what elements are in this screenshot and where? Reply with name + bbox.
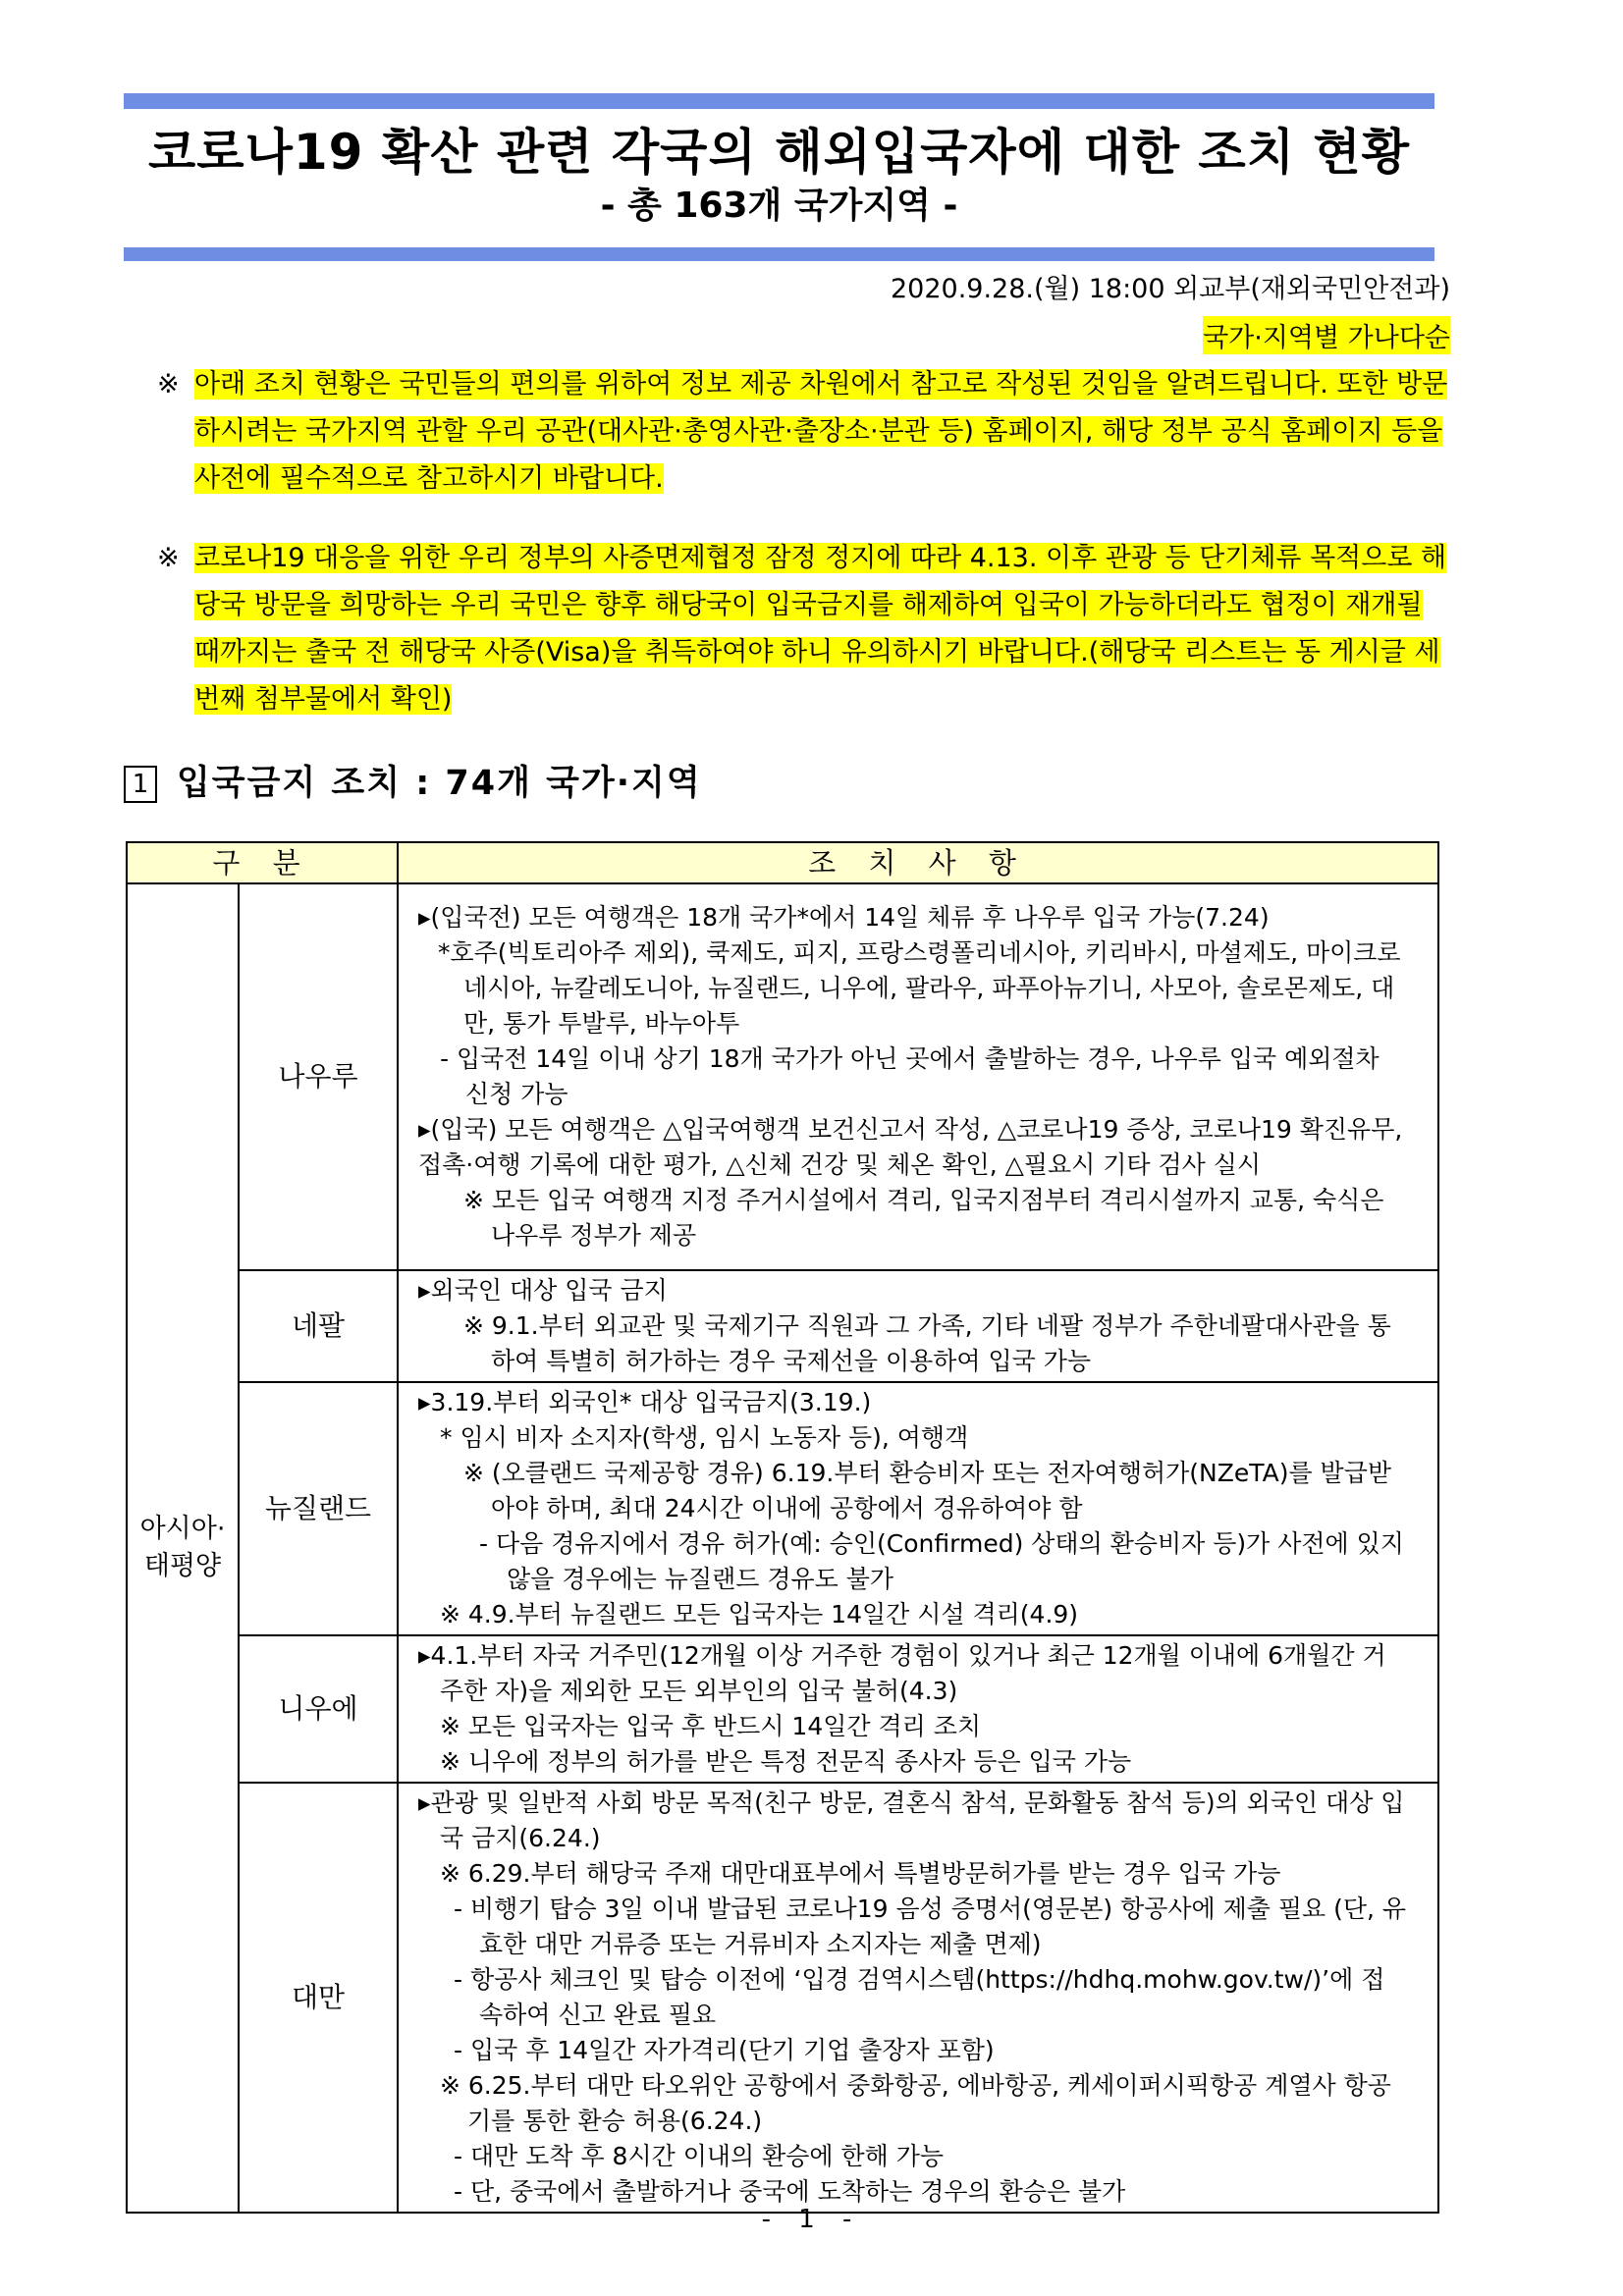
country-niue: 니우에 [239, 1635, 398, 1783]
document-title: 코로나19 확산 관련 각국의 해외입국자에 대한 조치 현황 [147, 124, 1411, 181]
measures-taiwan [398, 1783, 1438, 2213]
measures-nepal [398, 1270, 1438, 1382]
measure-line: ▸관광 및 일반적 사회 방문 목적(친구 방문, 결혼식 참석, 문화활동 참석 등)의 외국인 대상 입국 금지(6.24.) [418, 1789, 1405, 1852]
measure-line: *호주(빅토리아주 제외), 쿡제도, 피지, 프랑스령폴리네시아, 키리바시, 마셜제도, 마이크로네시아, 뉴칼레도니아, 뉴질랜드, 니우에, 팔라우, 파푸아뉴기니, 사모아, 솔로몬제도, 대만, 통가 투발루, 바누아투 [438, 938, 1401, 1038]
header-measures: 조 치 사 항 [398, 842, 1438, 883]
region-cell [127, 883, 239, 2213]
measure-line: ※ 6.29.부터 해당국 주재 대만대표부에서 특별방문허가를 받는 경우 입국 가능 [440, 1859, 1281, 1888]
measure-line: * 임시 비자 소지자(학생, 임시 노동자 등), 여행객 [440, 1423, 969, 1452]
notice-1 [157, 361, 1449, 503]
measure-line: ※ 6.25.부터 대만 타오위안 공항에서 중화항공, 에바항공, 케세이퍼시픽항공 계열사 항공기를 통한 환승 허용(6.24.) [440, 2071, 1391, 2135]
measure-line: ※ 모든 입국 여행객 지정 주거시설에서 격리, 입국지점부터 격리시설까지 교통, 숙식은 나우루 정부가 제공 [463, 1186, 1384, 1250]
dateline: 2020.9.28.(월) 18:00 외교부(재외국민안전과) [890, 274, 1450, 304]
measures-niue [398, 1635, 1438, 1783]
measure-line: ▸3.19.부터 외국인* 대상 입국금지(3.19.) [418, 1388, 872, 1416]
notice-2 [157, 535, 1449, 723]
measure-line: ※ (오클랜드 국제공항 경유) 6.19.부터 환승비자 또는 전자여행허가(NZeTA)를 발급받아야 하며, 최대 24시간 이내에 공항에서 경유하여야 함 [463, 1459, 1391, 1522]
top-rule [124, 93, 1434, 109]
document-subtitle: - 총 163개 국가지역 - [600, 186, 958, 226]
reference-mark: ※ [157, 543, 180, 573]
measure-line: - 비행기 탑승 3일 이내 발급된 코로나19 음성 증명서(영문본) 항공사에 제출 필요 (단, 유효한 대만 거류증 또는 거류비자 소지자는 제출 면제) [454, 1895, 1407, 1958]
measure-line: ※ 9.1.부터 외교관 및 국제기구 직원과 그 가족, 기타 네팔 정부가 주한네팔대사관을 통하여 특별히 허가하는 경우 국제선을 이용하여 입국 가능 [463, 1311, 1391, 1375]
reference-mark: ※ [157, 369, 180, 400]
section-number: 1 [124, 766, 157, 803]
region-label: 아시아· 태평양 [139, 1514, 226, 1581]
measure-line: - 대만 도착 후 8시간 이내의 환승에 한해 가능 [454, 2142, 945, 2170]
country-nauru: 나우루 [239, 883, 398, 1270]
measure-line: - 항공사 체크인 및 탑승 이전에 ‘입경 검역시스템(https://hdhq.mohw.gov.tw/)’에 접속하여 신고 완료 필요 [454, 1965, 1385, 2029]
header-category: 구 분 [127, 842, 398, 883]
bottom-rule [124, 247, 1434, 261]
notice-1-text: 아래 조치 현황은 국민들의 편의를 위하여 정보 제공 차원에서 참고로 작성된 것임을 알려드립니다. 또한 방문하시려는 국가지역 관할 우리 공관(대사관·총영사관·출장소·분관 등) 홈페이지, 해당 정부 공식 홈페이지 등을 사전에 필수적으로 참고하시기 바랍니다. [194, 369, 1448, 494]
country-new-zealand: 뉴질랜드 [239, 1382, 398, 1635]
country-nepal: 네팔 [239, 1270, 398, 1382]
measure-line: - 입국 후 14일간 자가격리(단기 기업 출장자 포함) [454, 2036, 995, 2064]
section-heading [124, 756, 702, 805]
notice-2-text: 코로나19 대응을 위한 우리 정부의 사증면제협정 잠정 정지에 따라 4.13. 이후 관광 등 단기체류 목적으로 해당국 방문을 희망하는 우리 국민은 향후 해당국이 입국금지를 해제하여 입국이 가능하더라도 협정이 재개될 때까지는 출국 전 해당국 사증(Visa)을 취득하여야 하니 유의하시기 바랍니다.(해당국 리스트는 동 게시글 세 번째 첨부물에서 확인) [194, 543, 1447, 715]
measures-nauru [398, 883, 1438, 1270]
measure-line: ※ 모든 입국자는 입국 후 반드시 14일간 격리 조치 [440, 1712, 982, 1740]
measure-line: - 다음 경유지에서 경유 허가(예: 승인(Confirmed) 상태의 환승비자 등)가 사전에 있지 않을 경우에는 뉴질랜드 경유도 불가 [479, 1529, 1404, 1593]
section-title: 입국금지 조치 : 74개 국가·지역 [177, 764, 702, 803]
measures-table [126, 841, 1439, 2214]
measures-new-zealand [398, 1382, 1438, 1635]
measure-line: ▸외국인 대상 입국 금지 [418, 1276, 668, 1305]
page-number: - 1 - [761, 2205, 862, 2234]
measure-line: - 입국전 14일 이내 상기 18개 국가가 아닌 곳에서 출발하는 경우, 나우루 입국 예외절차 신청 가능 [440, 1044, 1380, 1108]
measure-line: ※ 4.9.부터 뉴질랜드 모든 입국자는 14일간 시설 격리(4.9) [440, 1600, 1079, 1629]
measure-line: - 단, 중국에서 출발하거나 중국에 도착하는 경우의 환승은 불가 [454, 2177, 1126, 2206]
measure-line: ▸(입국전) 모든 여행객은 18개 국가*에서 14일 체류 후 나우루 입국 가능(7.24) [418, 903, 1270, 932]
measure-line: ※ 니우에 정부의 허가를 받은 특정 전문직 종사자 등은 입국 가능 [440, 1747, 1132, 1776]
country-taiwan: 대만 [239, 1783, 398, 2213]
sort-order-note: 국가·지역별 가나다순 [1203, 316, 1450, 354]
measure-line: ▸4.1.부터 자국 거주민(12개월 이상 거주한 경험이 있거나 최근 12개월 이내에 6개월간 거주한 자)을 제외한 모든 외부인의 입국 불허(4.3) [418, 1641, 1386, 1705]
measure-line: ▸(입국) 모든 여행객은 △입국여행객 보건신고서 작성, △코로나19 증상, 코로나19 확진유무, 접촉·여행 기록에 대한 평가, △신체 건강 및 체온 확인, △필요시 기타 검사 실시 [418, 1115, 1403, 1179]
